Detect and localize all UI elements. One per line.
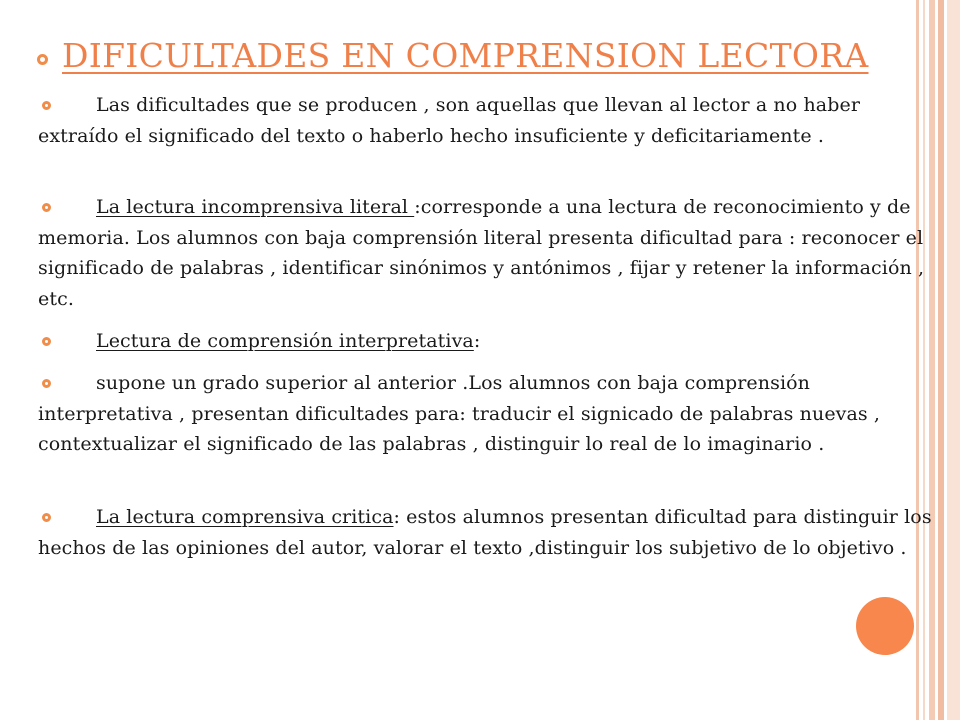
paragraph-text: Las dificultades que se producen , son aquellas que llevan al lector a no haber extraído el significado del texto o haberlo hecho insuficiente y deficitariamente . — [38, 94, 861, 147]
paragraph-1 — [38, 90, 943, 151]
paragraph-5 — [38, 502, 943, 563]
title-row — [32, 36, 932, 80]
bullet-icon — [42, 513, 51, 522]
paragraph-4 — [38, 368, 943, 460]
bullet-icon — [42, 203, 51, 212]
bullet-icon — [42, 337, 51, 346]
decorative-circle — [856, 597, 914, 655]
paragraph-2 — [38, 192, 943, 314]
paragraph-lead: La lectura comprensiva critica — [96, 506, 394, 528]
title-bullet-icon — [37, 54, 48, 65]
paragraph-3 — [38, 326, 943, 357]
stripe — [947, 0, 960, 720]
paragraph-lead: La lectura incomprensiva literal — [96, 196, 415, 218]
bullet-icon — [42, 101, 51, 110]
paragraph-text: : estos alumnos presentan dificultad para distinguir los hechos de las opiniones del autor, valorar el texto ,distinguir los subjetivo de lo objetivo . — [38, 506, 932, 559]
paragraph-text: :corresponde a una lectura de reconocimiento y de memoria. Los alumnos con baja comprensión literal presenta dificultad para : reconocer el significado de palabras , identificar sinónimos y antónimos , fijar y retener la información , etc. — [38, 196, 925, 310]
paragraph-lead: Lectura de comprensión interpretativa — [96, 330, 474, 352]
paragraph-text: supone un grado superior al anterior .Los alumnos con baja comprensión interpretativa , presentan dificultades para: traducir el signicado de palabras nuevas , contextualizar el significado de las palabras , distinguir lo real de lo imaginario . — [38, 372, 881, 455]
paragraph-text: : — [473, 330, 481, 352]
bullet-icon — [42, 379, 51, 388]
slide-title: DIFICULTADES EN COMPRENSION LECTORA — [62, 36, 869, 75]
